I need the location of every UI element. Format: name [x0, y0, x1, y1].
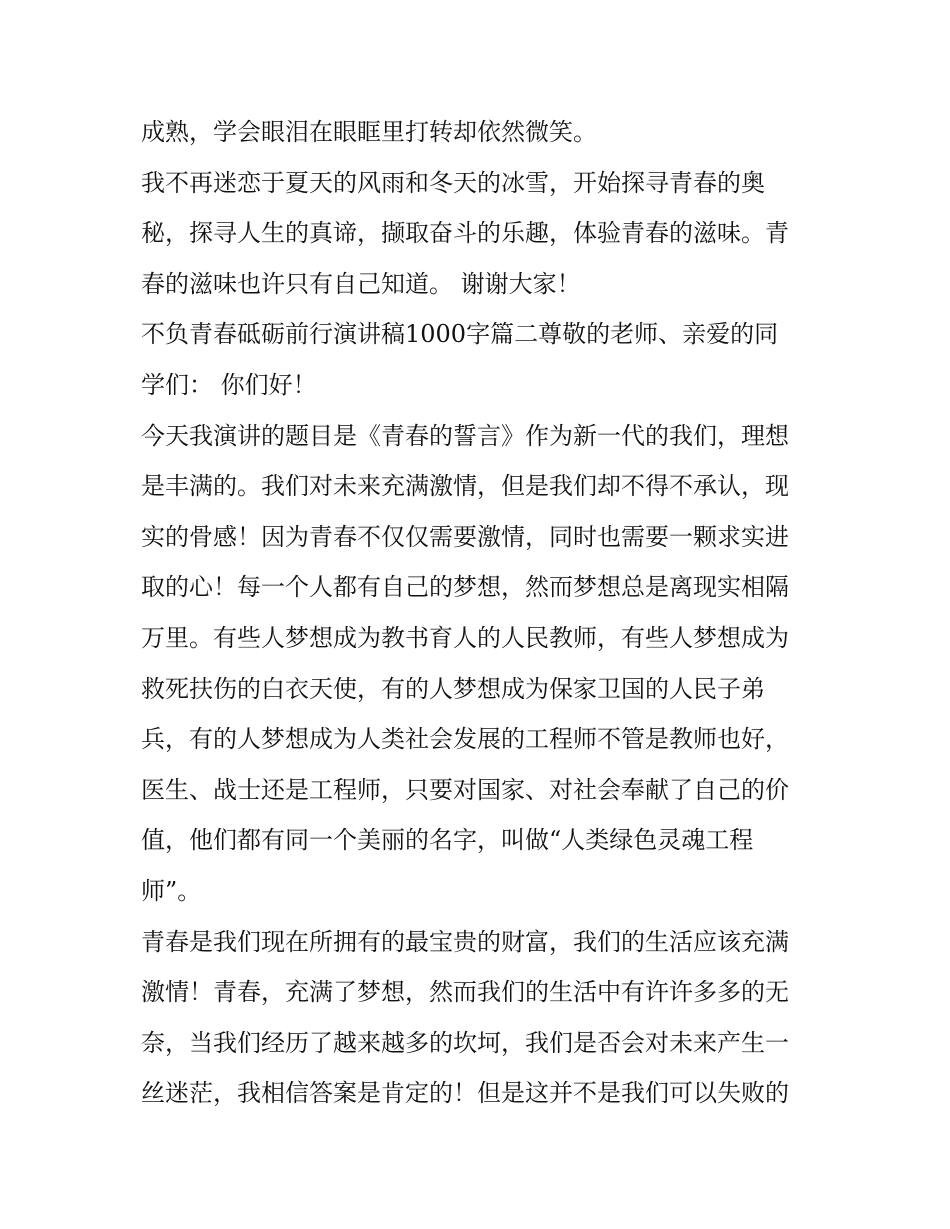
text-line: 丝迷茫，我相信答案是肯定的！但是这并不是我们可以失败的	[141, 1079, 789, 1108]
text-line: 成熟，学会眼泪在眼眶里打转却依然微笑。	[141, 118, 597, 146]
text-line: 不负青春砥砺前行演讲稿1000字篇二尊敬的老师、亲爱的同	[141, 320, 779, 349]
text-line: 师”。	[141, 876, 202, 905]
text-line: 学们： 你们好！	[141, 370, 317, 399]
text-line: 万里。有些人梦想成为教书育人的人民教师，有些人梦想成为	[141, 623, 789, 652]
text-line: 兵，有的人梦想成为人类社会发展的工程师不管是教师也好，	[141, 725, 789, 754]
text-line: 我不再迷恋于夏天的风雨和冬天的冰雪，开始探寻青春的奥	[141, 168, 765, 197]
text-line: 值，他们都有同一个美丽的名字，叫做“人类绿色灵魂工程	[141, 826, 754, 855]
text-line: 医生、战士还是工程师，只要对国家、对社会奉献了自己的价	[141, 775, 789, 804]
text-line: 激情！青春，充满了梦想，然而我们的生活中有许许多多的无	[141, 978, 789, 1007]
text-line: 救死扶伤的白衣天使，有的人梦想成为保家卫国的人民子弟	[141, 674, 765, 703]
text-line: 今天我演讲的题目是《青春的誓言》作为新一代的我们，理想	[141, 421, 789, 450]
text-line: 秘，探寻人生的真谛，撷取奋斗的乐趣，体验青春的滋味。青	[141, 219, 789, 248]
text-line: 实的骨感！因为青春不仅仅需要激情，同时也需要一颗求实进	[141, 522, 789, 551]
text-line: 取的心！每一个人都有自己的梦想，然而梦想总是离现实相隔	[141, 573, 789, 602]
text-line: 是丰满的。我们对未来充满激情，但是我们却不得不承认，现	[141, 472, 789, 501]
text-line: 青春是我们现在所拥有的最宝贵的财富，我们的生活应该充满	[141, 927, 789, 956]
text-line: 春的滋味也许只有自己知道。 谢谢大家！	[141, 269, 581, 298]
text-line: 奈，当我们经历了越来越多的坎坷，我们是否会对未来产生一	[141, 1028, 789, 1057]
document-body	[141, 107, 821, 1119]
